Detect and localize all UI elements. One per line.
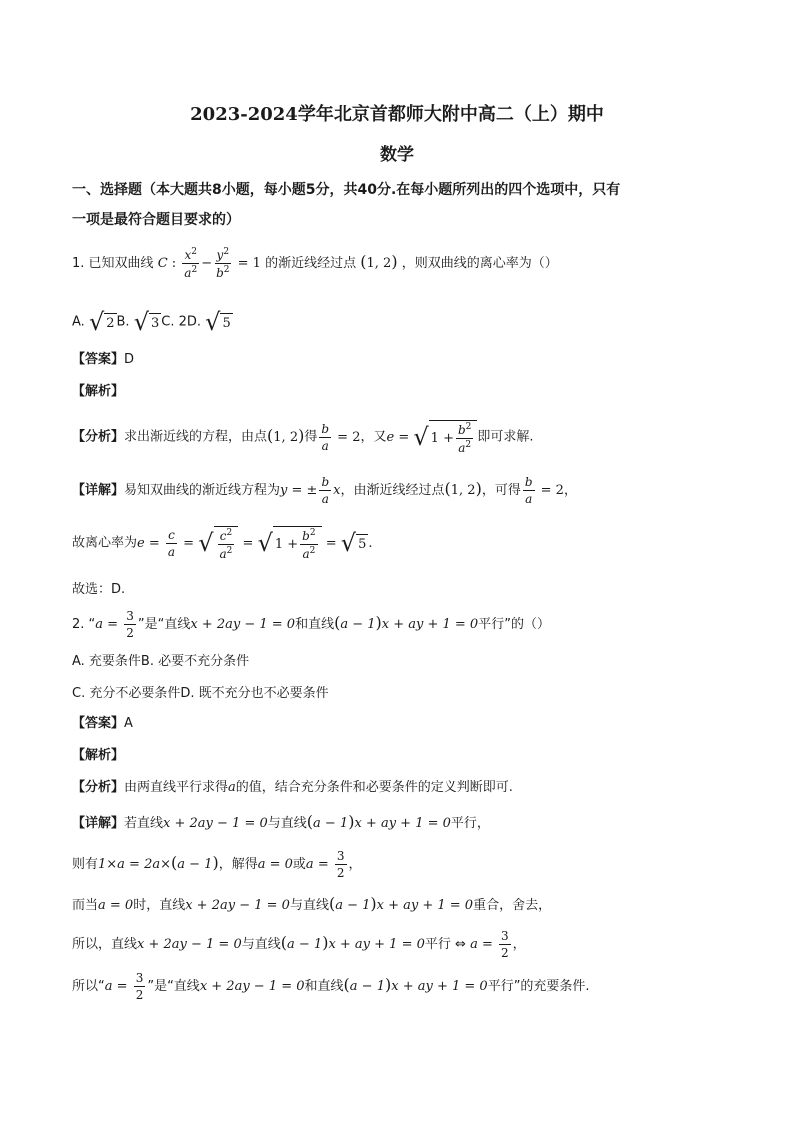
fenxi-text: 的值，结合充分条件和必要条件的定义判断即可. — [235, 780, 513, 795]
line1-eq: x + 2ay − 1 = 0 — [199, 979, 305, 994]
xiangjie-label: 【详解】 — [72, 483, 125, 498]
sup-2: 2 — [223, 247, 230, 257]
var-x: x — [333, 483, 341, 498]
xiangjie-text: 而当 — [72, 898, 99, 913]
line1-eq: x + 2ay − 1 = 0 — [163, 816, 268, 831]
b-over-a-eq-2 — [521, 475, 564, 506]
var-C: C — [157, 256, 168, 271]
page-subtitle: 数学 — [380, 145, 414, 165]
b-over-a-eq-2 — [317, 421, 361, 453]
q1-choose: 故选：D. — [72, 582, 126, 597]
a-minus-1: a − 1 — [349, 979, 385, 994]
option-cd-label: C. 2D. — [161, 314, 206, 330]
sup-2: 2 — [226, 546, 233, 556]
answer-value: A — [124, 716, 133, 731]
sup-2: 2 — [465, 422, 472, 432]
var-y: y — [280, 483, 288, 498]
var-x: x — [184, 248, 192, 262]
analysis-label: 【解析】 — [72, 384, 125, 399]
section-heading-2: 一项是最符合题目要求的） — [72, 212, 240, 228]
a-minus-1: a − 1 — [177, 857, 213, 872]
xiangjie-label: 【详解】 — [72, 816, 125, 831]
section-heading-1: 一、选择题（本大题共8小题，每小题5分，共40分.在每小题所列出的四个选项中，只有 — [72, 182, 621, 198]
one-plus: 1 + — [430, 431, 454, 446]
sqrt-2: √ 2 — [88, 308, 115, 336]
two: 2 — [336, 866, 345, 880]
frac-x2-a2 — [182, 248, 199, 279]
q2-answer — [72, 712, 133, 731]
var-a: a — [184, 266, 192, 280]
equals: = — [238, 535, 258, 551]
var-b: b — [321, 475, 330, 489]
option-b-label: B. — [116, 314, 134, 330]
var-a: a — [95, 617, 104, 632]
var-a: a — [470, 937, 478, 952]
a-eq-3-2 — [470, 929, 513, 960]
yu-text: 与直线 — [241, 937, 281, 952]
xiangjie-text: 重合，舍去， — [473, 898, 552, 913]
q2-analysis — [72, 744, 124, 763]
var-b: b — [216, 266, 224, 280]
q1-options — [72, 310, 233, 334]
xiangjie-text: ， — [563, 483, 577, 498]
q1-tail: ，则双曲线的离心率为（） — [401, 256, 558, 271]
pingxing-text: 平行， — [450, 816, 490, 831]
var-c: c — [168, 527, 175, 542]
equation: 1×a = 2a×(a − 1) — [98, 853, 219, 872]
and-text: 和直线 — [304, 979, 344, 994]
e-formula: e = √ 1 + $\frac{b^2}{a^2}$ — [387, 430, 478, 445]
q1-answer — [72, 348, 134, 367]
line2-eq: (a − 1)x + ay + 1 = 0 — [306, 812, 451, 831]
equals-two: = 2 — [333, 429, 361, 445]
two: 2 — [501, 946, 509, 960]
fenxi-label: 【分析】 — [72, 780, 125, 795]
a-minus-1: a − 1 — [335, 898, 371, 913]
var-a: a — [458, 441, 466, 455]
equals-one: = 1 — [233, 256, 261, 271]
five: 5 — [356, 534, 368, 552]
period: . — [368, 535, 373, 551]
q2-prefix: 2. “ — [72, 617, 96, 632]
xiangjie-text: 易知双曲线的渐近线方程为 — [124, 483, 281, 498]
huo-text: 或 — [292, 857, 306, 872]
line2-eq: (a − 1)x + ay + 1 = 0 — [334, 613, 479, 632]
line1-eq: x + 2ay − 1 = 0 — [185, 898, 290, 913]
a-eq-3-2 — [305, 849, 349, 880]
one-plus: 1 + — [274, 537, 299, 552]
q2-xj-line2 — [72, 850, 362, 879]
asymptote-eq — [280, 475, 341, 506]
line2-eq: (a − 1)x + ay + 1 = 0 — [280, 933, 425, 952]
sup-2: 2 — [226, 528, 233, 538]
product-eq: 1×a = 2a× — [98, 857, 172, 872]
var-e: e — [137, 535, 145, 551]
var-a: a — [228, 780, 236, 795]
equals: = — [112, 979, 132, 994]
equals: = — [103, 617, 123, 632]
sup-2: 2 — [191, 247, 197, 257]
line2-rest: x + ay + 1 = 0 — [328, 937, 425, 952]
equals: = — [144, 535, 164, 551]
fenxi-text: 得 — [304, 429, 318, 445]
xiangjie-text: ，由渐近线经过点 — [340, 483, 445, 498]
point: (1, 2) — [444, 479, 482, 498]
q1-hyperbola-eq — [157, 247, 265, 280]
sqrt-5: √ 5 — [205, 308, 231, 336]
fenxi-label: 【分析】 — [72, 429, 125, 445]
answer-value: D — [124, 352, 135, 367]
point-1-2: 1, 2 — [450, 483, 476, 498]
equals: = — [321, 535, 341, 551]
q2-mid: ”是“直线 — [137, 617, 191, 632]
var-a: a — [525, 492, 533, 506]
fenxi-text: 求出渐近线的方程，由点 — [124, 429, 268, 445]
var-a: a — [302, 547, 310, 561]
line1-eq: x + 2ay − 1 = 0 — [137, 937, 242, 952]
var-y: y — [216, 248, 224, 262]
two: 2 — [135, 988, 144, 1002]
xiangjie-text: ”是“直线 — [147, 979, 200, 994]
equals: = — [394, 429, 414, 445]
xiangjie-text: 所以“ — [72, 979, 105, 994]
ecc-prefix: 故离心率为 — [72, 535, 138, 551]
xiangjie-text: 平行 ⇔ — [424, 937, 471, 952]
line2-eq: (a − 1)x + ay + 1 = 0 — [343, 975, 488, 994]
a-eq-0: a = 0 — [257, 857, 293, 872]
a-eq-0: a = 0 — [98, 898, 134, 913]
yu-text: 与直线 — [289, 898, 329, 913]
answer-label: 【答案】 — [72, 716, 125, 731]
comma: ， — [512, 937, 526, 952]
ecc-formula: e = $\frac{c}{a}$ = √ $\frac{c^2}{a^2}$ = √ 1 + $\frac{b^2}{a^2}$ = √ 5 . — [137, 527, 373, 561]
var-a: a — [321, 438, 329, 453]
q2-stem — [72, 610, 550, 639]
three: 3 — [135, 971, 144, 985]
var-a: a — [104, 979, 113, 994]
two: 2 — [126, 626, 134, 640]
three: 3 — [336, 849, 345, 863]
a-minus-1: a − 1 — [340, 617, 376, 632]
fenxi-text: ，又 — [360, 429, 387, 445]
q2-options-ab: A. 充要条件B. 必要不充分条件 — [72, 654, 250, 669]
line2-rest: x + ay + 1 = 0 — [391, 979, 488, 994]
equals: = — [179, 535, 199, 551]
option-a-label: A. — [72, 314, 89, 330]
comma: ， — [348, 857, 362, 872]
xiangjie-text: 若直线 — [124, 816, 164, 831]
line2-rest: x + ay + 1 = 0 — [354, 816, 451, 831]
q2-xj-line1 — [72, 812, 490, 831]
q1-analysis — [72, 380, 124, 399]
equals-two: = 2 — [536, 483, 564, 498]
sup-2: 2 — [309, 528, 316, 538]
var-a: a — [219, 547, 227, 561]
sup-2: 2 — [465, 440, 472, 450]
var-b: b — [524, 475, 533, 489]
q1-fenxi — [72, 420, 534, 454]
equals: = — [313, 857, 333, 872]
xiangjie-text: 平行”的充要条件. — [487, 979, 590, 994]
yu-text: 与直线 — [267, 816, 307, 831]
sqrt-3: √ 3 — [133, 308, 160, 336]
point: (1, 2) — [267, 425, 305, 445]
sup-2: 2 — [223, 265, 230, 275]
xiangjie-text: ，解得 — [218, 857, 258, 872]
q2-xj-line5 — [72, 972, 590, 1001]
q1-eccentricity — [72, 526, 372, 560]
q1-prefix: 1. 已知双曲线 — [72, 256, 154, 271]
fenxi-text: 由两直线平行求得 — [124, 780, 229, 795]
q2-tail: 平行”的（） — [478, 617, 550, 632]
q1-xiangjie — [72, 476, 577, 505]
var-a: a — [321, 492, 329, 506]
q2-options-cd: C. 充分不必要条件D. 既不充分也不必要条件 — [72, 686, 329, 701]
and-text: 和直线 — [295, 617, 335, 632]
var-b: b — [457, 423, 466, 437]
var-c: c — [219, 529, 227, 543]
xiangjie-text: 则有 — [72, 857, 99, 872]
three: 3 — [501, 929, 509, 943]
fenxi-text: 即可求解. — [477, 429, 534, 445]
xiangjie-text: 时，直线 — [133, 898, 186, 913]
line2-eq: (a − 1)x + ay + 1 = 0 — [328, 894, 474, 913]
a-minus-1: a − 1 — [313, 816, 349, 831]
var-a: a — [167, 544, 176, 559]
colon: : — [167, 256, 181, 271]
minus: − — [201, 256, 213, 271]
xiangjie-text: ，可得 — [481, 483, 521, 498]
plus-minus: = ± — [287, 483, 318, 498]
answer-label: 【答案】 — [72, 352, 125, 367]
line1-eq: x + 2ay − 1 = 0 — [190, 617, 296, 632]
analysis-label: 【解析】 — [72, 748, 125, 763]
line2-rest: x + ay + 1 = 0 — [376, 898, 474, 913]
q2-xj-line3 — [72, 894, 551, 913]
var-e: e — [386, 429, 395, 445]
a-minus-1: a − 1 — [287, 937, 323, 952]
q1-mid: 的渐近线经过点 — [265, 256, 357, 271]
a-eq-3-2 — [104, 971, 148, 1002]
var-a: a — [305, 857, 314, 872]
point-1-2: 1, 2 — [273, 429, 299, 445]
q1-point: (1, 2) — [360, 252, 398, 271]
var-b: b — [302, 529, 310, 543]
three: 3 — [126, 609, 134, 623]
xiangjie-text: 所以，直线 — [72, 937, 138, 952]
q2-xj-line4 — [72, 930, 526, 959]
sup-2: 2 — [309, 546, 316, 556]
line2-rest: x + ay + 1 = 0 — [381, 617, 479, 632]
a-eq-3-2 — [95, 609, 138, 640]
var-b: b — [321, 421, 330, 436]
page-title: 2023-2024学年北京首都师大附中高二（上）期中 — [190, 104, 604, 125]
q2-fenxi — [72, 776, 513, 795]
q1-stem — [72, 248, 558, 279]
point-1-2: 1, 2 — [366, 256, 392, 271]
sup-2: 2 — [191, 265, 198, 275]
equals: = — [477, 937, 497, 952]
frac-y2-b2 — [214, 248, 231, 279]
